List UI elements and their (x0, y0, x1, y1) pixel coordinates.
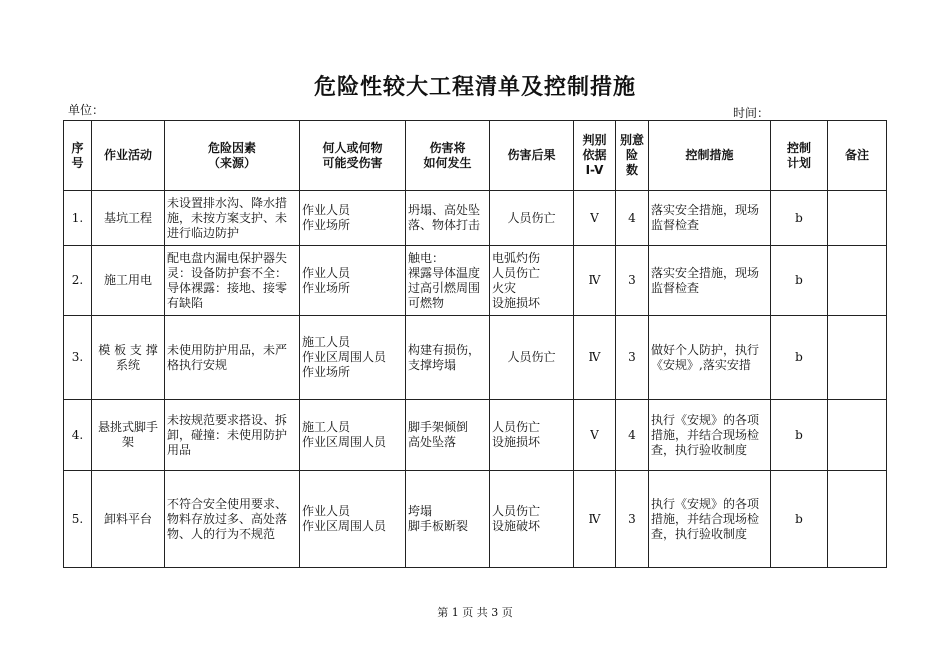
header-how: 伤害将 如何发生 (406, 121, 490, 191)
cell-remark (828, 191, 887, 246)
cell-seq: 4. (64, 400, 92, 471)
cell-plan: b (771, 246, 828, 316)
cell-basis: Ⅳ (574, 471, 616, 568)
cell-activity: 卸料平台 (92, 471, 165, 568)
document-title: 危险性较大工程清单及控制措施 (313, 75, 636, 100)
cell-plan: b (771, 191, 828, 246)
cell-activity: 悬挑式脚手架 (92, 400, 165, 471)
header-measures: 控制措施 (649, 121, 771, 191)
cell-plan: b (771, 400, 828, 471)
cell-basis: Ⅴ (574, 400, 616, 471)
cell-basis: Ⅴ (574, 191, 616, 246)
cell-level: 3 (616, 471, 649, 568)
cell-consequence: 人员伤亡 设施损坏 (490, 400, 574, 471)
cell-remark (828, 246, 887, 316)
cell-seq: 3. (64, 316, 92, 400)
cell-remark (828, 471, 887, 568)
cell-hazard: 配电盘内漏电保护器失灵：设备防护套不全：导体裸露：接地、接零有缺陷 (165, 246, 300, 316)
table-row (64, 471, 887, 568)
cell-plan: b (771, 471, 828, 568)
cell-hazard: 未按规范要求搭设、拆卸，碰撞：未使用防护用品 (165, 400, 300, 471)
header-consequence: 伤害后果 (490, 121, 574, 191)
cell-activity: 模 板 支 撑 系统 (92, 316, 165, 400)
cell-seq: 1. (64, 191, 92, 246)
cell-measures: 落实安全措施，现场监督检查 (649, 191, 771, 246)
cell-basis: Ⅳ (574, 246, 616, 316)
cell-hazard: 未设置排水沟、降水措施，未按方案支护、未进行临边防护 (165, 191, 300, 246)
cell-how: 脚手架倾倒 高处坠落 (406, 400, 490, 471)
cell-who: 施工人员 作业区周围人员 作业场所 (300, 316, 406, 400)
cell-plan: b (771, 316, 828, 400)
cell-consequence: 人员伤亡 (490, 191, 574, 246)
header-plan: 控制 计划 (771, 121, 828, 191)
cell-seq: 2. (64, 246, 92, 316)
unit-label: 单位： (68, 103, 105, 117)
cell-level: 3 (616, 246, 649, 316)
cell-level: 4 (616, 400, 649, 471)
cell-remark (828, 316, 887, 400)
cell-consequence: 人员伤亡 (490, 316, 574, 400)
header-seq: 序 号 (64, 121, 92, 191)
table-row (64, 246, 887, 316)
cell-activity: 施工用电 (92, 246, 165, 316)
cell-level: 3 (616, 316, 649, 400)
cell-how: 触电： 裸露导体温度过高引燃周围可燃物 (406, 246, 490, 316)
header-who: 何人或何物 可能受伤害 (300, 121, 406, 191)
cell-who: 作业人员 作业区周围人员 (300, 471, 406, 568)
cell-how: 坍塌、高处坠落、物体打击 (406, 191, 490, 246)
cell-activity: 基坑工程 (92, 191, 165, 246)
cell-hazard: 不符合安全使用要求、物料存放过多、高处落物、人的行为不规范 (165, 471, 300, 568)
cell-how: 构建有损伤，支撑垮塌 (406, 316, 490, 400)
cell-measures: 落实安全措施，现场监督检查 (649, 246, 771, 316)
cell-measures: 执行《安规》的各项措施，并结合现场检查，执行验收制度 (649, 471, 771, 568)
table-row (64, 316, 887, 400)
cell-measures: 执行《安规》的各项措施，并结合现场检查，执行验收制度 (649, 400, 771, 471)
cell-how: 垮塌 脚手板断裂 (406, 471, 490, 568)
header-level: 别意 险 数 (616, 121, 649, 191)
header-activity: 作业活动 (92, 121, 165, 191)
cell-basis: Ⅳ (574, 316, 616, 400)
page-footer: 第 1 页 共 3 页 (437, 606, 513, 619)
cell-who: 作业人员 作业场所 (300, 246, 406, 316)
cell-consequence: 人员伤亡 设施破坏 (490, 471, 574, 568)
cell-measures: 做好个人防护，执行《安规》,落实安措 (649, 316, 771, 400)
header-hazard: 危险因素 （来源） (165, 121, 300, 191)
header-remark: 备注 (828, 121, 887, 191)
cell-remark (828, 400, 887, 471)
cell-level: 4 (616, 191, 649, 246)
table-row (64, 191, 887, 246)
hazard-table (63, 120, 887, 568)
cell-who: 作业人员 作业场所 (300, 191, 406, 246)
cell-who: 施工人员 作业区周围人员 (300, 400, 406, 471)
cell-hazard: 未使用防护用品，未严格执行安规 (165, 316, 300, 400)
time-label: 时间： (733, 106, 770, 120)
header-basis: 判别 依据 I-V (574, 121, 616, 191)
table-row (64, 400, 887, 471)
table-header-row (64, 121, 887, 191)
cell-consequence: 电弧灼伤 人员伤亡 火灾 设施损坏 (490, 246, 574, 316)
cell-seq: 5. (64, 471, 92, 568)
